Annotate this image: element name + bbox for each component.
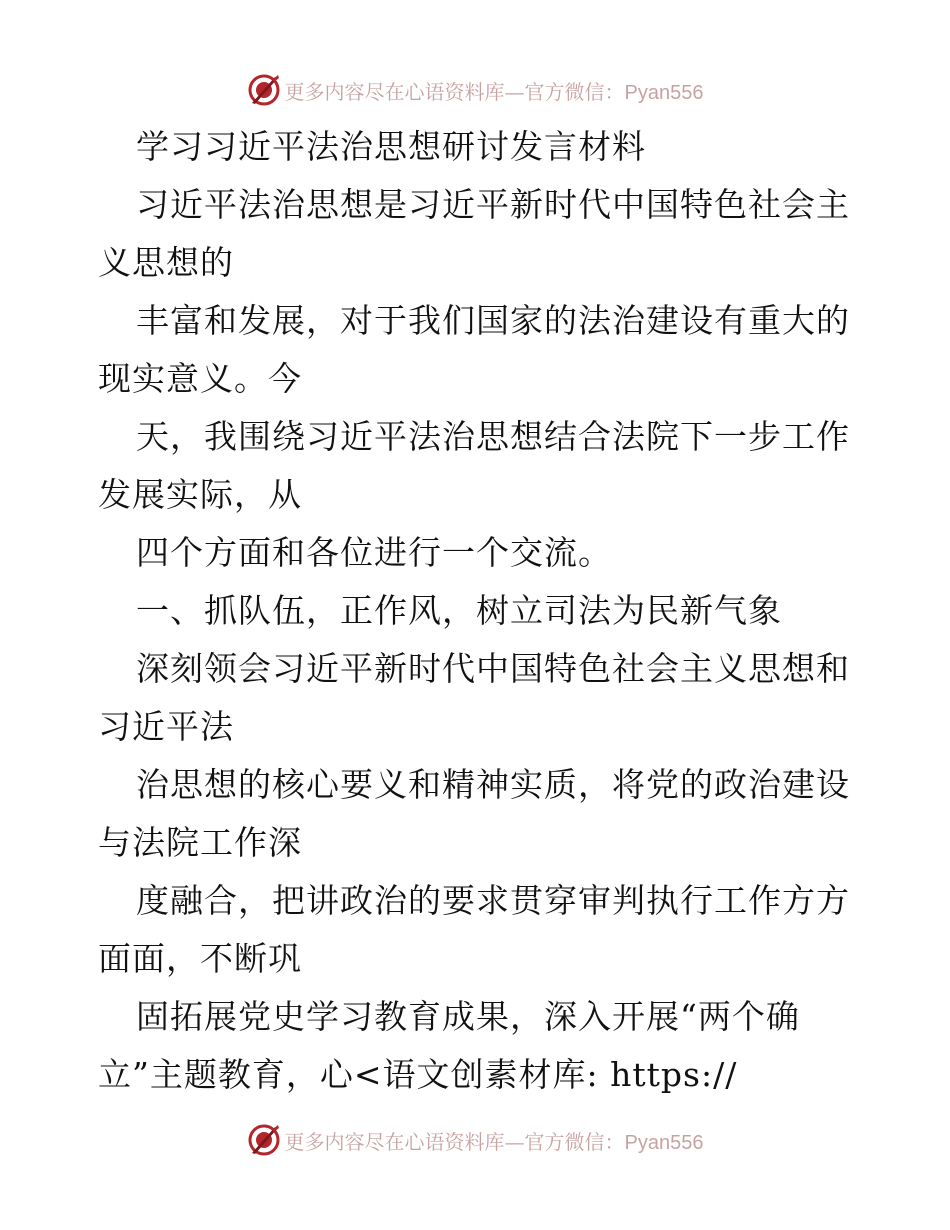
paragraph-line: 面面，不断巩 bbox=[98, 939, 302, 978]
document-body bbox=[98, 118, 858, 1104]
footer-watermark-text: 更多内容尽在心语资料库—官方微信：Pyan556 bbox=[284, 1129, 704, 1154]
paragraph-line: 固拓展党史学习教育成果，深入开展“两个确 bbox=[136, 997, 800, 1036]
paragraph-line: 四个方面和各位进行一个交流。 bbox=[136, 533, 612, 572]
paragraph-line: 义思想的 bbox=[98, 243, 234, 282]
paragraph-line: 度融合，把讲政治的要求贯穿审判执行工作方方 bbox=[136, 881, 850, 920]
section-heading: 一、抓队伍，正作风，树立司法为民新气象 bbox=[136, 591, 782, 630]
paragraph-line: 深刻领会习近平新时代中国特色社会主义思想和 bbox=[136, 649, 850, 688]
footer-watermark-banner bbox=[0, 1120, 950, 1160]
header-watermark-banner bbox=[0, 70, 950, 110]
document-title: 学习习近平法治思想研讨发言材料 bbox=[136, 127, 646, 166]
header-watermark-text: 更多内容尽在心语资料库—官方微信：Pyan556 bbox=[284, 79, 704, 104]
paragraph-line: 现实意义。今 bbox=[98, 359, 302, 398]
quill-pen-logo-icon bbox=[247, 73, 281, 107]
header-watermark bbox=[247, 73, 704, 107]
paragraph-line: 丰富和发展，对于我们国家的法治建设有重大的 bbox=[136, 301, 850, 340]
header-wechat-id: Pyan556 bbox=[624, 81, 704, 104]
paragraph-line: 与法院工作深 bbox=[98, 823, 302, 862]
paragraph-line: 立”主题教育，心<语文创素材库: https:// bbox=[98, 1055, 738, 1094]
paragraph-line: 治思想的核心要义和精神实质，将党的政治建设 bbox=[136, 765, 850, 804]
paragraph-line: 发展实际，从 bbox=[98, 475, 302, 514]
paragraph-line: 习近平法治思想是习近平新时代中国特色社会主 bbox=[136, 185, 850, 224]
paragraph-line: 习近平法 bbox=[98, 707, 234, 746]
footer-watermark bbox=[247, 1123, 704, 1157]
quill-pen-logo-icon bbox=[247, 1123, 281, 1157]
paragraph-line: 天，我围绕习近平法治思想结合法院下一步工作 bbox=[136, 417, 850, 456]
footer-wechat-id: Pyan556 bbox=[624, 1131, 704, 1154]
